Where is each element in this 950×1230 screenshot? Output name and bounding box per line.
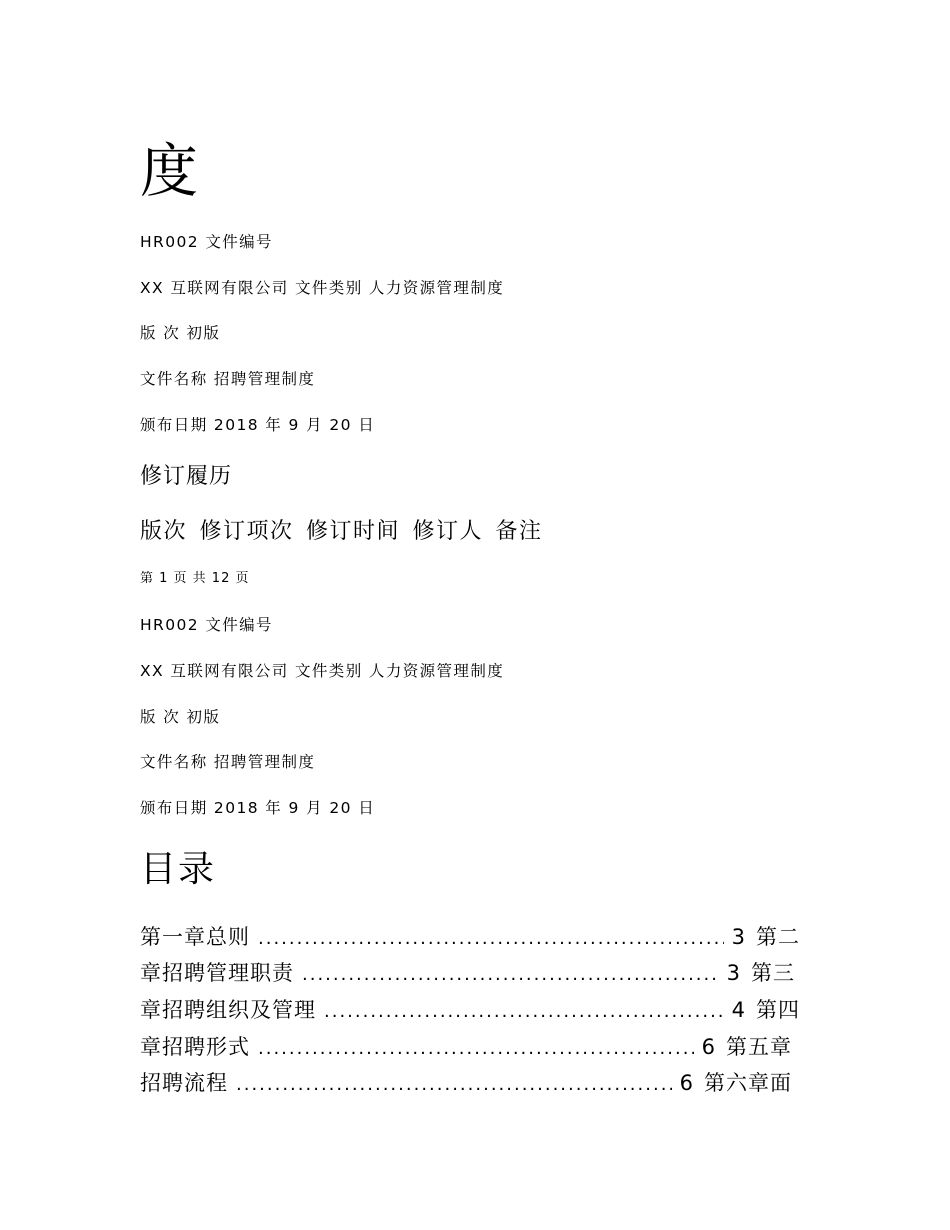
toc-entry-page: 6 <box>701 1035 716 1059</box>
issue-date-line: 颁布日期 2018 年 9 月 20 日 <box>140 416 376 434</box>
edition-line: 版 次 初版 <box>140 324 221 342</box>
toc-entry-page: 6 <box>679 1071 694 1095</box>
toc-entry-continuation: 第六章面 <box>704 1071 792 1095</box>
issue-date-line: 颁布日期 2018 年 9 月 20 日 <box>140 799 376 817</box>
page-number: 第 1 页 共 12 页 <box>140 571 250 586</box>
toc-leader-dots <box>258 928 724 949</box>
toc-entry[interactable] <box>140 994 800 1024</box>
toc-entry[interactable] <box>140 921 800 951</box>
edition-line: 版 次 初版 <box>140 708 221 726</box>
toc-entry[interactable] <box>140 957 795 987</box>
toc-entry-page: 4 <box>731 998 746 1022</box>
toc-entry-page: 3 <box>726 961 741 985</box>
toc-entry-continuation: 第三 <box>751 961 795 985</box>
toc-entry[interactable] <box>140 1031 792 1061</box>
toc-entry[interactable] <box>140 1067 792 1097</box>
toc-entry-text: 招聘流程 <box>140 1071 228 1095</box>
toc-entry-text: 第一章总则 <box>140 925 250 949</box>
doc-number-line: HR002 文件编号 <box>140 233 273 251</box>
toc-entry-continuation: 第四 <box>756 998 800 1022</box>
revision-history-title: 修订履历 <box>140 464 233 489</box>
heading-fragment: 度 <box>140 137 199 205</box>
toc-entry-continuation: 第五章 <box>726 1035 792 1059</box>
company-category-line: XX 互联网有限公司 文件类别 人力资源管理制度 <box>140 662 505 680</box>
doc-number-line: HR002 文件编号 <box>140 616 273 634</box>
doc-name-line: 文件名称 招聘管理制度 <box>140 370 316 388</box>
toc-leader-dots <box>324 1001 724 1022</box>
toc-entry-page: 3 <box>731 925 746 949</box>
toc-entry-text: 章招聘管理职责 <box>140 961 294 985</box>
toc-entry-text: 章招聘组织及管理 <box>140 998 316 1022</box>
company-category-line: XX 互联网有限公司 文件类别 人力资源管理制度 <box>140 279 505 297</box>
toc-leader-dots <box>302 964 719 985</box>
revision-table-header: 版次 修订项次 修订时间 修订人 备注 <box>140 519 543 544</box>
toc-entry-text: 章招聘形式 <box>140 1035 250 1059</box>
toc-title: 目录 <box>140 849 217 890</box>
toc-leader-dots <box>236 1074 672 1095</box>
toc-entry-continuation: 第二 <box>756 925 800 949</box>
toc-leader-dots <box>258 1038 694 1059</box>
doc-name-line: 文件名称 招聘管理制度 <box>140 753 316 771</box>
